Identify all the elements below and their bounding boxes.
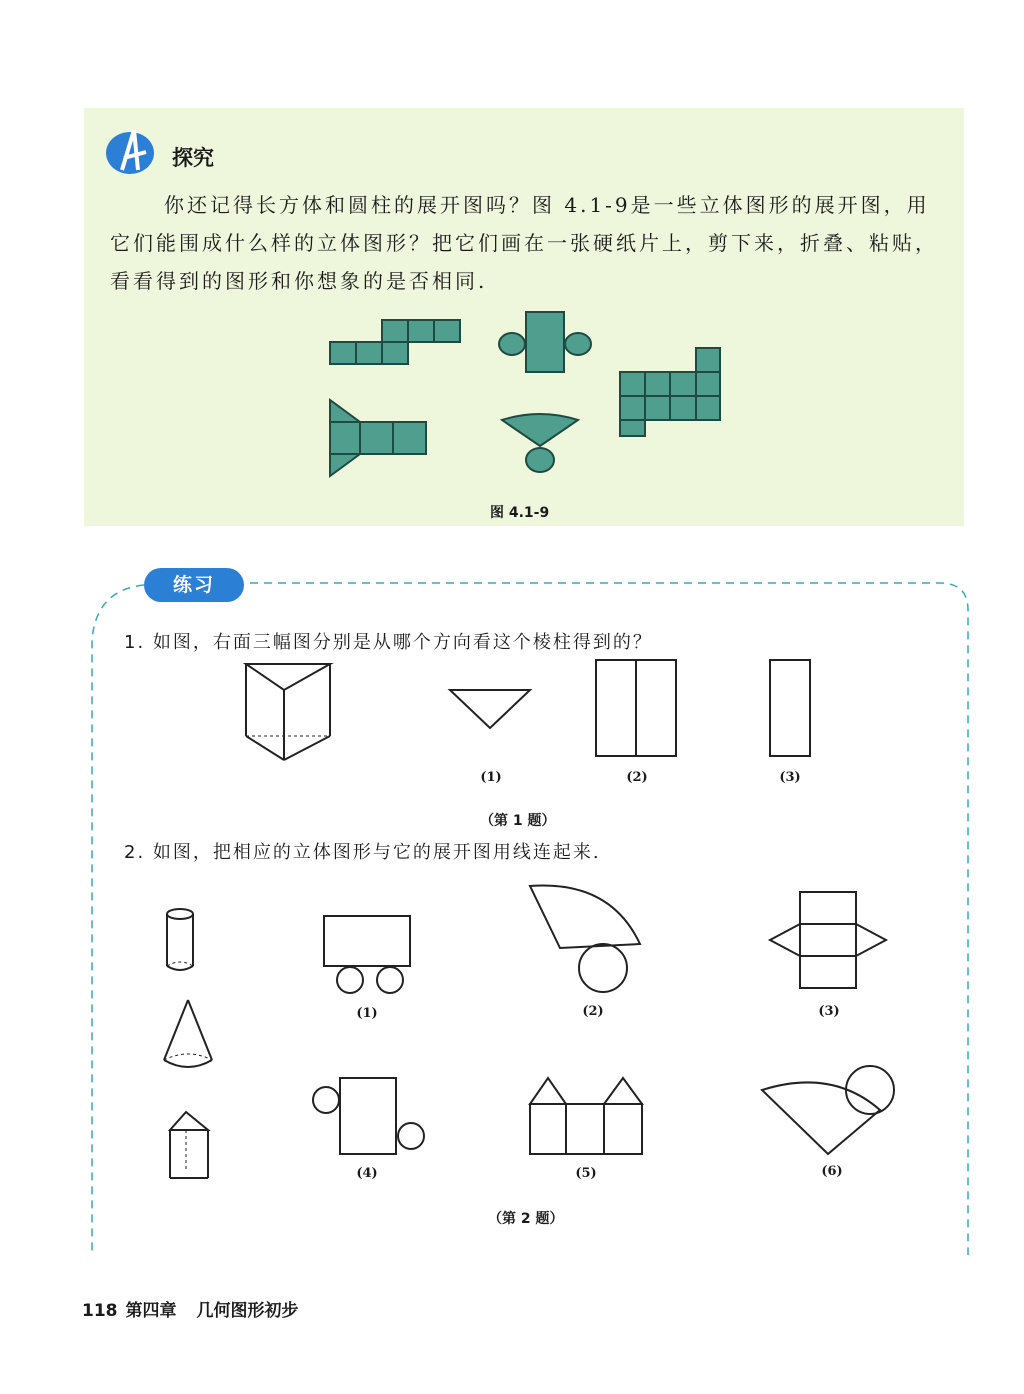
- question-2: [124, 838, 601, 864]
- view-triangle: [450, 690, 530, 728]
- question-1: [124, 628, 653, 654]
- question-1-text: 如图，右面三幅图分别是从哪个方向看这个棱柱得到的？: [152, 632, 653, 653]
- solid-triangular-prism: [170, 1112, 208, 1178]
- explore-panel: [84, 108, 964, 526]
- q2-label-2: (2): [582, 1004, 604, 1019]
- q1-label-3: (3): [779, 770, 801, 785]
- question-2-number: 2.: [124, 842, 146, 863]
- chapter-title: 几何图形初步: [196, 1301, 299, 1321]
- practice-tab: 练习: [144, 568, 244, 602]
- explore-text: 你还记得长方体和圆柱的展开图吗？图 4.1-9是一些立体图形的展开图，用它们能围成什么样的立体图形？把它们画在一张硬纸片上，剪下来，折叠、粘贴，看看得到的图形和你想象的是否相同.: [110, 193, 938, 293]
- net-5: [530, 1078, 642, 1154]
- net-6: [762, 1066, 894, 1154]
- chapter-label: 第四章: [125, 1301, 177, 1321]
- q2-label-4: (4): [356, 1166, 378, 1181]
- compass-icon: [104, 126, 164, 178]
- solid-cone: [164, 1000, 212, 1067]
- question-2-caption: （第 2 题）: [488, 1211, 564, 1227]
- q2-label-6: (6): [821, 1164, 843, 1179]
- net-3: [770, 892, 886, 988]
- view-double-rect: [596, 660, 676, 756]
- question-1-number: 1.: [124, 632, 146, 653]
- net-1: [324, 916, 410, 993]
- q1-label-2: (2): [626, 770, 648, 785]
- figure-caption: 图 4.1-9: [490, 505, 550, 521]
- q2-label-1: (1): [356, 1006, 378, 1021]
- net-2: [530, 885, 640, 992]
- q2-label-3: (3): [818, 1004, 840, 1019]
- explore-title: 探究: [172, 146, 214, 170]
- question-1-caption: （第 1 题）: [480, 813, 556, 829]
- view-rect: [770, 660, 810, 756]
- page-number: 118: [82, 1301, 118, 1321]
- net-4: [313, 1078, 424, 1154]
- triangular-prism: [246, 664, 330, 760]
- q2-label-5: (5): [575, 1166, 597, 1181]
- page-footer: [82, 1296, 299, 1321]
- question-2-text: 如图，把相应的立体图形与它的展开图用线连起来.: [152, 842, 601, 863]
- solid-cylinder: [167, 909, 193, 970]
- q1-label-1: (1): [480, 770, 502, 785]
